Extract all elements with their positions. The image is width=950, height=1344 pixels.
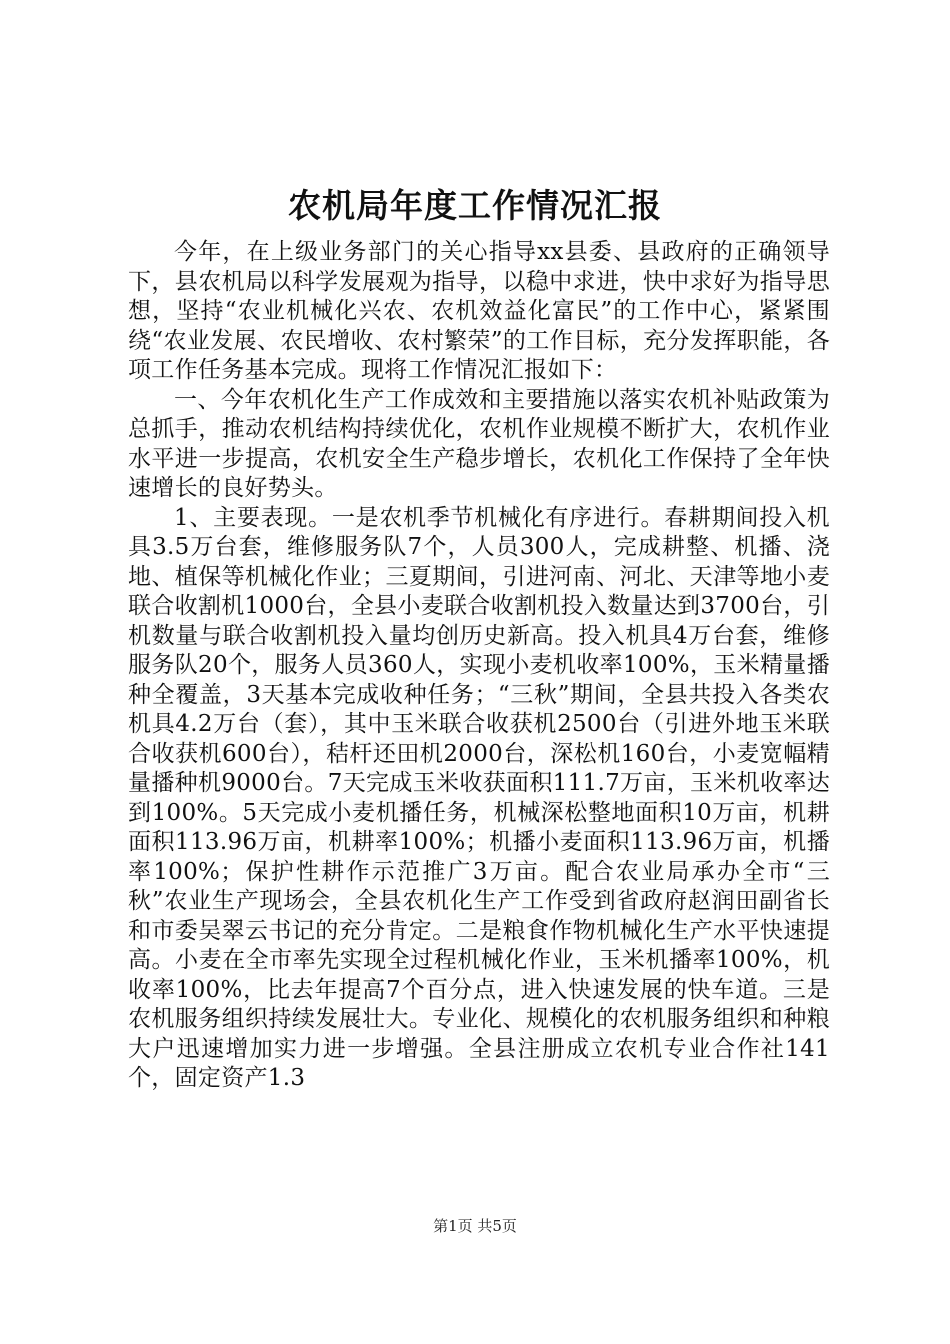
paragraph-section-1: 一、今年农机化生产工作成效和主要措施以落实农机补贴政策为总抓手，推动农机结构持续优化，农机作业规模不断扩大，农机作业水平进一步提高，农机安全生产稳步增长，农机化工作保持了全年快速增长的良好势头。: [128, 386, 830, 501]
document-body: [128, 238, 830, 1094]
paragraph-main-performance: 1、主要表现。一是农机季节机械化有序进行。春耕期间投入机具3.5万台套，维修服务队7个，人员300人，完成耕整、机播、浇地、植保等机械化作业；三夏期间，引进河南、河北、天津等地小麦联合收割机1000台，全县小麦联合收割机投入数量达到3700台，引机数量与联合收割机投入量均创历史新高。投入机具4万台套，维修服务队20个，服务人员360人，实现小麦机收率100%，玉米精量播种全覆盖，3天基本完成收种任务；“三秋”期间，全县共投入各类农机具4.2万台（套），其中玉米联合收获机2500台（引进外地玉米联合收获机600台），秸杆还田机2000台，深松机160台，小麦宽幅精量播种机9000台。7天完成玉米收获面积111.7万亩，玉米机收率达到100%。5天完成小麦机播任务，机械深松整地面积10万亩，机耕面积113.96万亩，机耕率100%；机播小麦面积113.96万亩，机播率100%；保护性耕作示范推广3万亩。配合农业局承办全市“三秋”农业生产现场会，全县农机化生产工作受到省政府赵润田副省长和市委吴翠云书记的充分肯定。二是粮食作物机械化生产水平快速提高。小麦在全市率先实现全过程机械化作业，玉米机播率100%，机收率100%，比去年提高7个百分点，进入快速发展的快车道。三是农机服务组织持续发展壮大。专业化、规模化的农机服务组织和种粮大户迅速增加实力进一步增强。全县注册成立农机专业合作社141个，固定资产1.3: [128, 504, 830, 1091]
page-footer: 第1页 共5页: [433, 1217, 517, 1235]
document-title: 农机局年度工作情况汇报: [288, 186, 662, 225]
paragraph-intro: 今年，在上级业务部门的关心指导xx县委、县政府的正确领导下，县农机局以科学发展观为指导，以稳中求进，快中求好为指导思想，坚持“农业机械化兴农、农机效益化富民”的工作中心，紧紧围绕“农业发展、农民增收、农村繁荣”的工作目标，充分发挥职能，各项工作任务基本完成。现将工作情况汇报如下：: [128, 239, 830, 383]
